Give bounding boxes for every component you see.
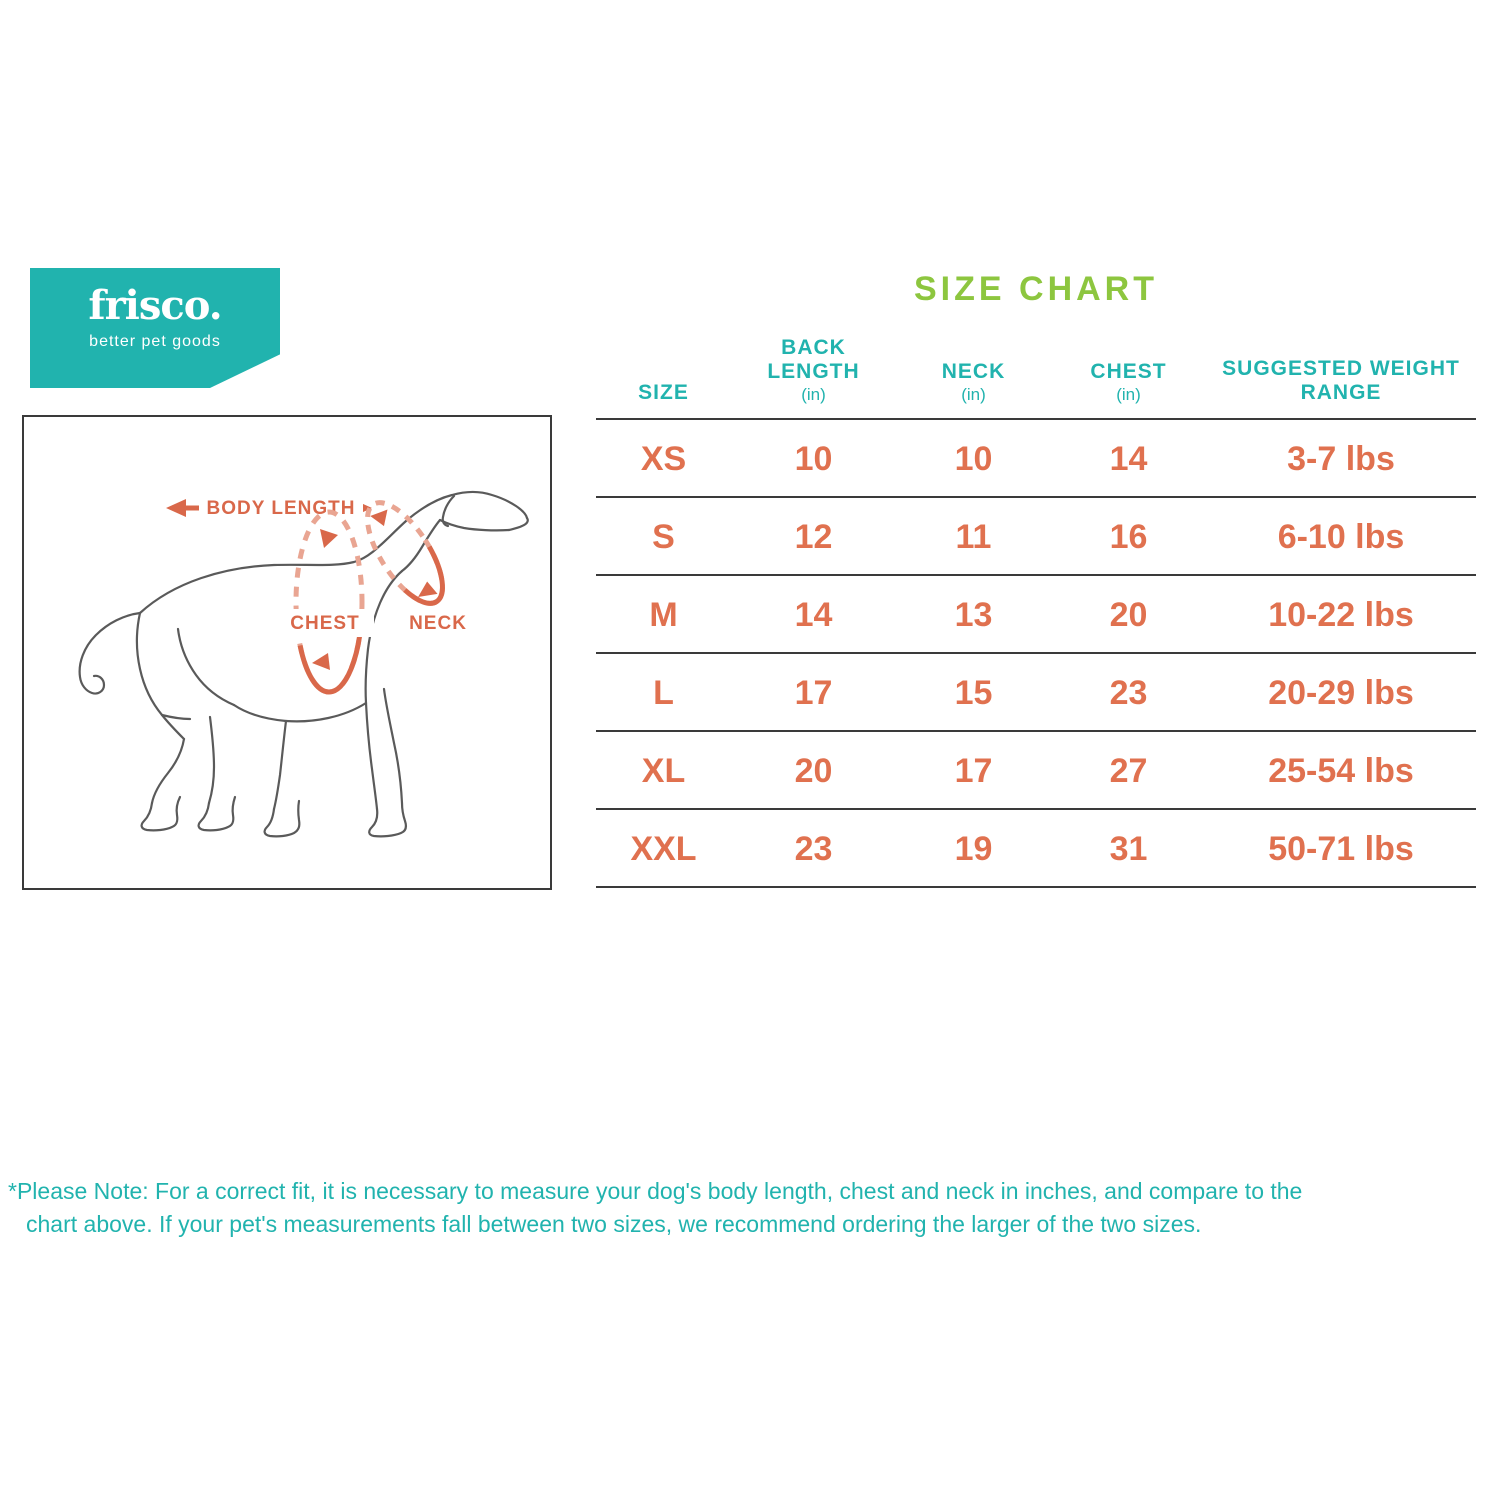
logo-text — [30, 282, 280, 350]
cell-weight: 10-22 lbs — [1206, 575, 1476, 653]
footnote-line-1: *Please Note: For a correct fit, it is necessary to measure your dog's body length, chest and neck in inches, and compare to the — [8, 1178, 1303, 1204]
cell-chest: 16 — [1051, 497, 1206, 575]
table-row — [596, 653, 1476, 731]
column-header-weight-range: SUGGESTED WEIGHT RANGE — [1222, 357, 1460, 404]
unit-chest: (in) — [1116, 385, 1141, 405]
column-header-size: SIZE — [638, 380, 689, 404]
neck-measure-loop — [353, 491, 456, 614]
cell-back-length: 20 — [731, 731, 896, 809]
cell-back-length: 17 — [731, 653, 896, 731]
column-header-neck: NECK (in) — [896, 335, 1051, 419]
table-header-row — [596, 335, 1476, 419]
cell-size: S — [596, 497, 731, 575]
cell-weight: 25-54 lbs — [1206, 731, 1476, 809]
cell-neck: 13 — [896, 575, 1051, 653]
cell-weight: 50-71 lbs — [1206, 809, 1476, 887]
cell-chest: 23 — [1051, 653, 1206, 731]
size-chart-table — [596, 335, 1476, 888]
cell-weight: 3-7 lbs — [1206, 419, 1476, 497]
cell-neck: 17 — [896, 731, 1051, 809]
cell-back-length: 14 — [731, 575, 896, 653]
table-row — [596, 497, 1476, 575]
unit-neck: (in) — [961, 385, 986, 405]
label-chest: CHEST — [290, 613, 360, 634]
size-chart-section — [596, 270, 1476, 888]
footnote — [8, 1175, 1493, 1242]
cell-size: XL — [596, 731, 731, 809]
cell-neck: 15 — [896, 653, 1051, 731]
brand-tagline: better pet goods — [89, 333, 221, 350]
table-row — [596, 575, 1476, 653]
brand-logo — [30, 268, 280, 388]
table-row — [596, 809, 1476, 887]
label-neck: NECK — [409, 613, 467, 634]
cell-neck: 11 — [896, 497, 1051, 575]
table-row — [596, 731, 1476, 809]
cell-chest: 20 — [1051, 575, 1206, 653]
cell-chest: 31 — [1051, 809, 1206, 887]
size-chart-title: SIZE CHART — [914, 270, 1158, 308]
unit-back-length: (in) — [801, 385, 826, 405]
cell-size: XXL — [596, 809, 731, 887]
cell-chest: 27 — [1051, 731, 1206, 809]
cell-back-length: 12 — [731, 497, 896, 575]
column-header-chest: CHEST (in) — [1051, 335, 1206, 419]
measurement-diagram — [22, 415, 552, 890]
label-body-length: BODY LENGTH — [206, 498, 356, 519]
table-row — [596, 419, 1476, 497]
cell-size: M — [596, 575, 731, 653]
column-header-back-length: BACK LENGTH (in) — [731, 335, 896, 419]
footnote-line-2: chart above. If your pet's measurements fall between two sizes, we recommend ordering the larger of the two sizes. — [26, 1211, 1202, 1238]
cell-neck: 10 — [896, 419, 1051, 497]
dog-measurement-illustration — [24, 417, 550, 888]
cell-size: L — [596, 653, 731, 731]
cell-weight: 20-29 lbs — [1206, 653, 1476, 731]
brand-name: frisco. — [88, 282, 222, 329]
chest-measure-loop — [296, 512, 362, 692]
cell-neck: 19 — [896, 809, 1051, 887]
cell-chest: 14 — [1051, 419, 1206, 497]
cell-back-length: 23 — [731, 809, 896, 887]
cell-size: XS — [596, 419, 731, 497]
size-chart-header — [596, 335, 1476, 419]
cell-weight: 6-10 lbs — [1206, 497, 1476, 575]
size-chart-body — [596, 419, 1476, 887]
cell-back-length: 10 — [731, 419, 896, 497]
